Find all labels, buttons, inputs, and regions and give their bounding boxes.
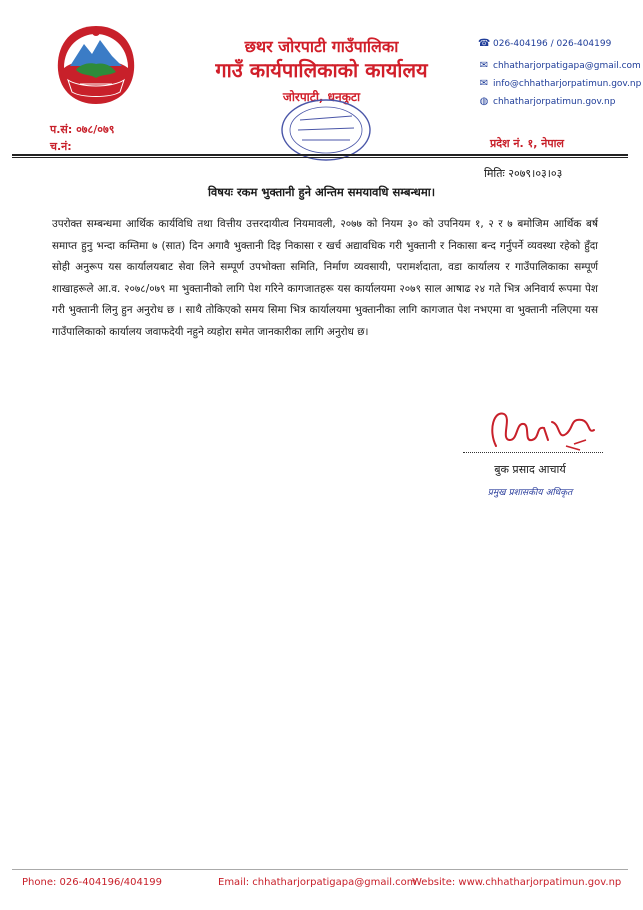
header-divider-thin (12, 157, 628, 158)
province-label: प्रदेश नं. १, नेपाल (490, 137, 564, 150)
globe-icon: ◍ (479, 96, 489, 107)
letter-body: उपरोक्त सम्बन्धमा आर्थिक कार्यविधि तथा वित्तीय उत्तरदायीत्व नियमावली, २०७७ को नियम ३० को उपनियम १, २ र ७ बमोजिम आर्थिक बर्ष समाप्त हुनु भन्दा कम्तिमा ७ (सात) दिन अगावै भुक्तानी दिइ निकासा र खर्च अद्यावधिक गरी भुक्तानी र निकासा बन्द गर्नुपर्ने व्यवस्था रहेको हुँदा सोही अनुरूप यस कार्यालयबाट सेवा लिने सम्पूर्ण उपभोक्ता समिति, निर्माण व्यवसायी, परामर्शदाता, वडा कार्यालय र गाउँपालिकाका सम्पूर्ण शाखाहरूले आ.व. २०७८/०७९ मा भुक्तानीको लागि पेश गरिने कागजातहरू यस कार्यालयमा २०७९ साल आषाढ २४ गते भित्र अनिवार्य रूपमा पेश गरी भुक्तानी लिनु हुन अनुरोध छ । साथै तोकिएको समय सिमा भित्र कार्यालयमा भुक्तानीका लागि कागजात पेश नभएमा वा भुक्तानी नलिएमा यस गाउँपालिकाको कार्यालय जवाफदेयी नहुने व्यहोरा समेत जानकारीका लागि अनुरोध छ। (52, 218, 598, 338)
contact-email-primary[interactable]: ✉ chhatharjorpatigapa@gmail.com (479, 60, 641, 71)
header-divider (12, 154, 628, 156)
dispatch-number: च.नं: (50, 140, 72, 153)
signatory-name: बुक प्रसाद आचार्य (494, 463, 566, 476)
letter-subject: विषयः रकम भुक्तानी हुने अन्तिम समयावधि सम्बन्धमा। (207, 185, 436, 199)
letter-reference-number: प.सं: ०७८/०७९ (50, 123, 115, 136)
signatory-title: प्रमुख प्रशासकीय अधिकृत (487, 488, 573, 498)
signature-line (463, 452, 603, 453)
phone-icon: ☎ (478, 38, 491, 49)
office-name: गाउँ कार्यपालिकाको कार्यालय (215, 58, 428, 82)
office-location: जोरपाटी, धनकुटा (282, 90, 361, 104)
contact-website[interactable]: ◍ chhatharjorpatimun.gov.np (479, 96, 616, 107)
footer-phone: Phone: 026-404196/404199 (22, 877, 162, 888)
footer-website[interactable]: Website: www.chhatharjorpatimun.gov.np (412, 877, 622, 888)
email-icon: ✉ (479, 60, 489, 71)
email-icon: ✉ (479, 78, 489, 89)
contact-email-secondary[interactable]: ✉ info@chhatharjorpatimun.gov.np (479, 78, 642, 89)
contact-phone: ☎ 026-404196 / 026-404199 (478, 38, 612, 49)
letter-date: मितिः २०७९।०३।०३ (484, 167, 563, 180)
footer-divider (12, 869, 628, 870)
footer-email[interactable]: Email: chhatharjorpatigapa@gmail.com (218, 877, 417, 888)
municipality-name: छथर जोरपाटी गाउँपालिका (244, 37, 399, 56)
